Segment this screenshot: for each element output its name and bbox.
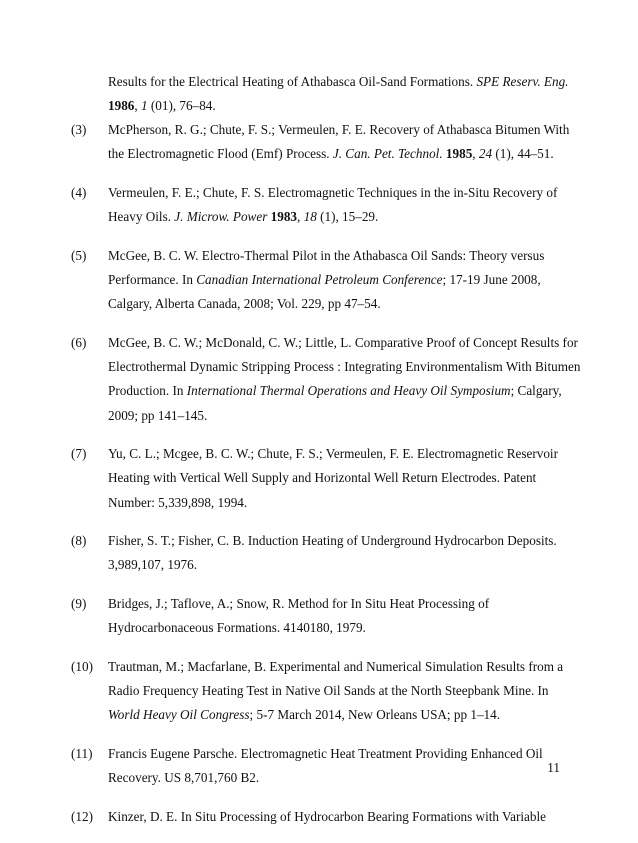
reference-item <box>71 118 581 167</box>
reference-italic-text: Canadian International Petroleum Conference <box>196 271 443 287</box>
reference-italic-text: 18 <box>303 209 317 225</box>
reference-text-segment: Yu, C. L.; Mcgee, B. C. W.; Chute, F. S.; Vermeulen, F. E. Electromagnetic Reservoir Heating with Vertical Well Supply and Horizontal Well Return Electrodes. Patent Number: 5,339,898, 1994. <box>108 446 558 510</box>
reference-item <box>71 592 581 641</box>
reference-bold-text: 1985 <box>445 146 473 162</box>
reference-text-segment: , <box>472 146 479 162</box>
reference-italic-text: 24 <box>478 146 493 162</box>
reference-text-segment: ; 5-7 March 2014, New Orleans USA; pp 1–14. <box>249 707 501 723</box>
reference-number: (12) <box>71 808 93 824</box>
reference-text-segment: Kinzer, D. E. In Situ Processing of Hydrocarbon Bearing Formations with Variable <box>108 808 546 824</box>
reference-bold-text: 1983 <box>270 209 297 225</box>
reference-text <box>108 244 581 317</box>
reference-number: (6) <box>71 334 87 350</box>
reference-text <box>108 742 581 791</box>
reference-item <box>71 181 581 230</box>
reference-number: (3) <box>71 122 87 137</box>
continuation-year: 1986 <box>108 98 135 113</box>
reference-text-segment: (1), 15–29. <box>316 209 379 225</box>
reference-item <box>71 331 581 428</box>
reference-item <box>71 244 581 317</box>
reference-item <box>71 655 581 728</box>
reference-text-segment: McGee, B. C. W.; McDonald, C. W.; Little, L. Comparative Proof of Concept Results for Electrothermal Dynamic Stripping Process : Integrating Environmentalism With Bitumen Production. In <box>108 334 581 399</box>
continuation-volume: 1 <box>140 98 148 113</box>
reference-text <box>108 655 581 728</box>
reference-text <box>108 181 581 230</box>
reference-italic-text: J. Microw. Power <box>174 209 268 225</box>
reference-text-segment: Francis Eugene Parsche. Electromagnetic Heat Treatment Providing Enhanced Oil Recovery. US 8,701,760 B2. <box>108 745 543 786</box>
reference-text <box>108 805 581 829</box>
continuation-text: Results for the Electrical Heating of Athabasca Oil-Sand Formations. <box>108 74 477 89</box>
reference-item <box>71 442 581 515</box>
reference-text-segment: Bridges, J.; Taflove, A.; Snow, R. Method for In Situ Heat Processing of Hydrocarbonaceous Formations. 4140180, 1979. <box>108 595 490 636</box>
reference-text <box>108 442 581 515</box>
reference-continuation: Results for the Electrical Heating of Athabasca Oil-Sand Formations. SPE Reserv. Eng. 1986, 1 (01), 76–84. <box>108 74 569 113</box>
reference-number: (9) <box>71 595 87 611</box>
reference-number: (8) <box>71 533 87 549</box>
reference-text-segment: , <box>297 209 304 225</box>
reference-text <box>108 118 581 167</box>
reference-text <box>108 331 581 428</box>
continuation-pages: (01), 76–84. <box>147 98 216 113</box>
reference-item <box>71 529 581 578</box>
reference-italic-text: World Heavy Oil Congress <box>108 707 250 723</box>
reference-text-segment: Fisher, S. T.; Fisher, C. B. Induction Heating of Underground Hydrocarbon Deposits. 3,989,107, 1976. <box>108 533 557 573</box>
reference-number: (4) <box>71 184 87 200</box>
reference-text-segment: McGee, B. C. W. Electro-Thermal Pilot in the Athabasca Oil Sands: Theory versus Performance. In <box>108 247 545 287</box>
reference-text-segment: (1), 44–51. <box>492 146 554 162</box>
reference-item <box>71 805 581 829</box>
reference-text-segment: Trautman, M.; Macfarlane, B. Experimental and Numerical Simulation Results from a Radio Frequency Heating Test in Native Oil Sands at the North Steepbank Mine. In <box>108 658 564 698</box>
reference-number: (10) <box>71 658 93 674</box>
reference-number: (7) <box>71 446 87 462</box>
reference-text-segment: McPherson, R. G.; Chute, F. S.; Vermeulen, F. E. Recovery of Athabasca Bitumen With the Electromagnetic Flood (Emf) Process. <box>108 122 570 162</box>
reference-text-segment: ; Calgary, 2009; pp 141–145. <box>108 383 562 423</box>
reference-text <box>108 529 581 578</box>
reference-text-segment: Vermeulen, F. E.; Chute, F. S. Electromagnetic Techniques in the in-Situ Recovery of Heavy Oils. <box>108 184 558 225</box>
reference-number: (11) <box>71 745 93 761</box>
reference-italic-text: International Thermal Operations and Heavy Oil Symposium <box>186 383 511 399</box>
reference-italic-text: J. Can. Pet. Technol. <box>332 146 443 162</box>
page-number: 11 <box>547 760 560 775</box>
reference-text <box>108 592 581 641</box>
continuation-journal: SPE Reserv. Eng. <box>476 74 569 89</box>
reference-list <box>71 118 581 843</box>
reference-text-segment: ; 17-19 June 2008, Calgary, Alberta Canada, 2008; Vol. 229, pp 47–54. <box>108 271 541 312</box>
reference-item <box>71 742 581 791</box>
reference-number: (5) <box>71 247 87 263</box>
